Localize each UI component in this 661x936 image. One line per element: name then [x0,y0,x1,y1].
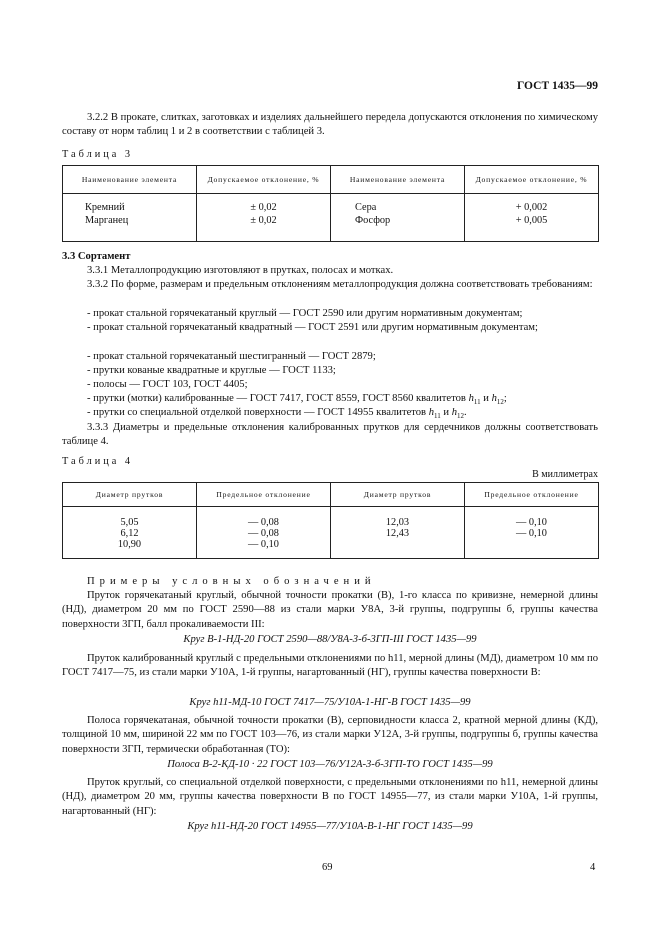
document-header: ГОСТ 1435—99 [517,80,598,92]
table4-units: В миллиметрах [532,469,598,480]
table3-header-2: Допускаемое отклонение, % [197,166,331,194]
list-item-calibrated: - прутки (мотки) калиброванные — ГОСТ 7417, ГОСТ 8559, ГОСТ 8560 квалитетов $h_{11}$ и $h_{12}$; [87,393,507,407]
table3-col1 [63,194,197,242]
example1-text: Пруток горячекатаный круглый, обычной точности прокатки (В), 1-го класса по кривизне, немерной длины (НД), диаметром 20 мм по ГОСТ 2590—88 из стали марки У8А, 3-й группы, подгруппы б, группы качества поверхности 3ГП, балл прокаливаемости III: [62,590,598,630]
example3-text: Полоса горячекатаная, обычной точности прокатки (В), серповидности класса 2, кратной мерной длины (КД), толщиной 10 мм, шириной 22 мм по ГОСТ 103—76, из стали марки У12А, 3-й группы, подгруппы б, группы качества поверхности 3ГП, термически обработанная (ТО): [62,715,598,755]
example2-text: Пруток калиброванный круглый с предельными отклонениями по h11, мерной длины (МД), диаметром 10 мм по ГОСТ 7417—75, из стали марки У10А, 1-й группы, нагартованный (НГ), группы качества поверхности В: [62,653,598,679]
paragraph-3-3-2: 3.3.2 По форме, размерам и предельным отклонениям металлопродукция должна соответствовать требованиям: [87,279,593,290]
table3-cell: + 0,005 [515,214,548,226]
example4-code: Круг h11-НД-20 ГОСТ 14955—77/У10А-В-1-НГ ГОСТ 1435—99 [187,821,473,832]
table3-cell: Фосфор [355,214,391,226]
table4-header-4: Предельное отклонение [465,483,599,507]
table4-cell: 6,12 [120,528,139,539]
sheet-number: 4 [590,862,596,873]
table3-header-1: Наименование элемента [63,166,197,194]
table3-header-4: Допускаемое отклонение, % [465,166,599,194]
table3 [62,165,599,242]
table4 [62,482,599,559]
page-number: 69 [322,862,333,873]
table3-cell: + 0,002 [515,202,548,213]
list-item: - прокат стальной горячекатаный шестигранный — ГОСТ 2879; [87,351,376,362]
paragraph-3-2-2: 3.2.2 В прокате, слитках, заготовках и изделиях дальнейшего передела допускаются отклонения по химическому составу от норм таблиц 1 и 2 в соответствии с таблицей 3. [62,112,598,138]
table4-col3 [331,507,465,559]
table4-header-2: Предельное отклонение [197,483,331,507]
section-3-3-title: 3.3 Сортамент [62,251,131,262]
table4-cell: 12,43 [385,528,410,539]
list-item: - прокат стальной горячекатаный круглый — ГОСТ 2590 или другим нормативным документам; [87,308,523,319]
paragraph-3-3-1: 3.3.1 Металлопродукцию изготовляют в прутках, полосах и мотках. [87,265,394,276]
list-item-text: - прутки со специальной отделкой поверхности — ГОСТ 14955 квалитетов [87,407,427,418]
table4-header-3: Диаметр прутков [331,483,465,507]
paragraph-3-3-3: 3.3.3 Диаметры и предельные отклонения калиброванных прутков для сердечников должны соответствовать таблице 4. [62,422,598,448]
table4-cell: — 0,08 [248,528,279,539]
example4-text: Пруток круглый, со специальной отделкой поверхности, с предельными отклонениями по h11, немерной длины (НД), диаметром 20 мм, группы качества поверхности В по ГОСТ 14955—77, из стали марки У10А, 1-й группы, нагартованный (НГ): [62,777,598,817]
example1-code: Круг В-1-НД-20 ГОСТ 2590—88/У8А-3-б-3ГП-III ГОСТ 1435—99 [183,634,477,645]
example2-code: Круг h11-МД-10 ГОСТ 7417—75/У10А-1-НГ-В ГОСТ 1435—99 [189,697,471,708]
list-item-text: - прутки (мотки) калиброванные — ГОСТ 7417, ГОСТ 8559, ГОСТ 8560 квалитетов [87,393,466,404]
table4-cell: 10,90 [117,539,142,550]
table4-cell: — 0,08 [248,517,279,528]
table4-col2 [197,507,331,559]
table4-cell: 12,03 [385,517,410,528]
table4-cell: — 0,10 [516,528,547,539]
table4-cell: — 0,10 [248,539,279,550]
table3-col3 [331,194,465,242]
table3-cell: ± 0,02 [250,214,277,226]
list-item: - прутки кованые квадратные и круглые — ГОСТ 1133; [87,365,336,376]
table3-cell: ± 0,02 [250,202,277,213]
examples-title: Примеры условных обозначений [87,576,376,587]
table3-label: Таблица 3 [62,149,134,160]
table4-col4 [465,507,599,559]
table4-col1 [63,507,197,559]
example3-code: Полоса В-2-КД-10 · 22 ГОСТ 103—76/У12А-3-б-3ГП-ТО ГОСТ 1435—99 [167,759,493,770]
table3-cell: Сера [355,202,377,213]
list-item: - полосы — ГОСТ 103, ГОСТ 4405; [87,379,248,390]
table4-label: Таблица 4 [62,456,134,467]
table4-cell: — 0,10 [516,517,547,528]
table3-col4 [465,194,599,242]
table4-cell: 5,05 [120,517,139,528]
table3-cell: Марганец [85,214,129,226]
table4-header-1: Диаметр прутков [63,483,197,507]
table3-cell: Кремний [85,202,125,213]
table3-header-3: Наименование элемента [331,166,465,194]
table3-col2 [197,194,331,242]
list-item: - прокат стальной горячекатаный квадратный — ГОСТ 2591 или другим нормативным документам; [87,322,538,333]
list-item-special: - прутки со специальной отделкой поверхности — ГОСТ 14955 квалитетов $h_{11}$ и $h_{12}$. [87,407,467,421]
